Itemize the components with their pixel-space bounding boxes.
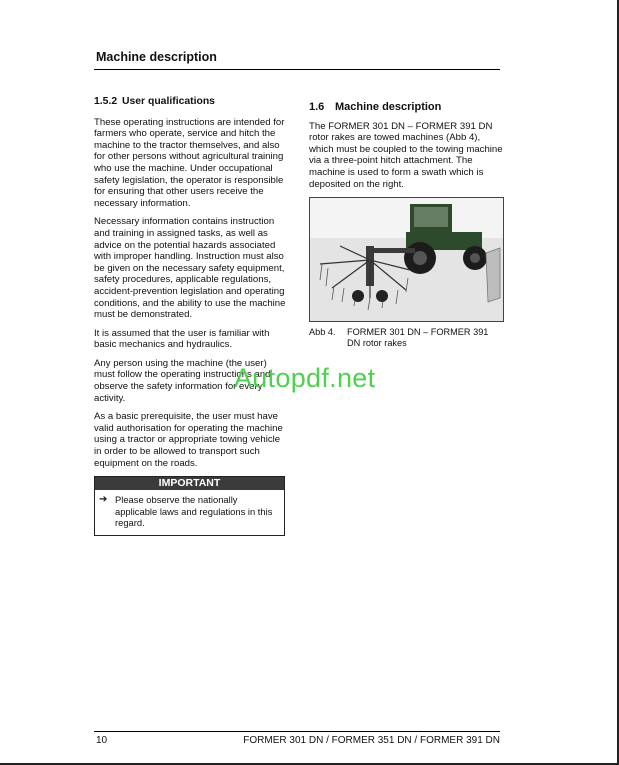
- section-title: Machine description: [335, 101, 442, 113]
- important-label: IMPORTANT: [95, 477, 284, 490]
- page-title: Machine description: [96, 50, 217, 64]
- section-title: User qualifications: [122, 96, 215, 107]
- figure-caption: [309, 327, 504, 349]
- section-heading-user-qualifications: [94, 96, 286, 108]
- rotor-rake-photo: [309, 197, 504, 322]
- paragraph: It is assumed that the user is familiar with basic mechanics and hydraulics.: [94, 327, 270, 351]
- paragraph: These operating instructions are intended for farmers who operate, service and hitch the machine to the tractor themselves, and also for other persons without agricultural training who use the machine. Under occupational safety legislation, the operator is responsible for ensuring that other users receive the necessary information.: [94, 116, 285, 209]
- important-body: [95, 490, 284, 535]
- paragraph: As a basic prerequisite, the user must have valid authorisation for operating the machine using a tractor or appropriate towing vehicle in order to be allowed to transport such equipment on the roads.: [94, 411, 283, 469]
- left-column: [94, 96, 286, 536]
- right-column: [309, 102, 504, 349]
- paragraph: Any person using the machine (the user) must follow the operating instructions and observe the safety information for every activity.: [94, 357, 271, 404]
- caption-number: Abb 4.: [309, 327, 336, 338]
- section-number: 1.5.2: [94, 96, 118, 107]
- section-number: 1.6: [309, 101, 325, 113]
- important-text: Please observe the nationally applicable laws and regulations in this regard.: [115, 494, 273, 529]
- paragraph: The FORMER 301 DN – FORMER 391 DN rotor rakes are towed machines (Abb 4), which must be coupled to the towing machine via a three-point hitch attachment. The machine is used to form a swath which is deposited on the right.: [309, 120, 503, 190]
- important-notice: [94, 476, 285, 536]
- header-divider: [94, 69, 500, 70]
- section-heading-machine-description: [309, 102, 504, 114]
- watermark: Autopdf.net: [234, 363, 376, 393]
- footer-divider: [94, 731, 500, 732]
- caption-text: FORMER 301 DN – FORMER 391 DN rotor rakes: [347, 327, 489, 349]
- arrow-right-icon: ➔: [99, 494, 108, 506]
- footer-models: FORMER 301 DN / FORMER 351 DN / FORMER 391 DN: [243, 735, 500, 746]
- paragraph: Necessary information contains instruction and training in assigned tasks, as well as advice on the potential hazards associated with improper handling. Instruction must also be given on the necessary safety equipment, safety procedures, applicable regulations, accident-prevention legislation and operating conditions, and the ability to use the machine must be demonstrated.: [94, 216, 286, 321]
- page-number: 10: [96, 735, 108, 746]
